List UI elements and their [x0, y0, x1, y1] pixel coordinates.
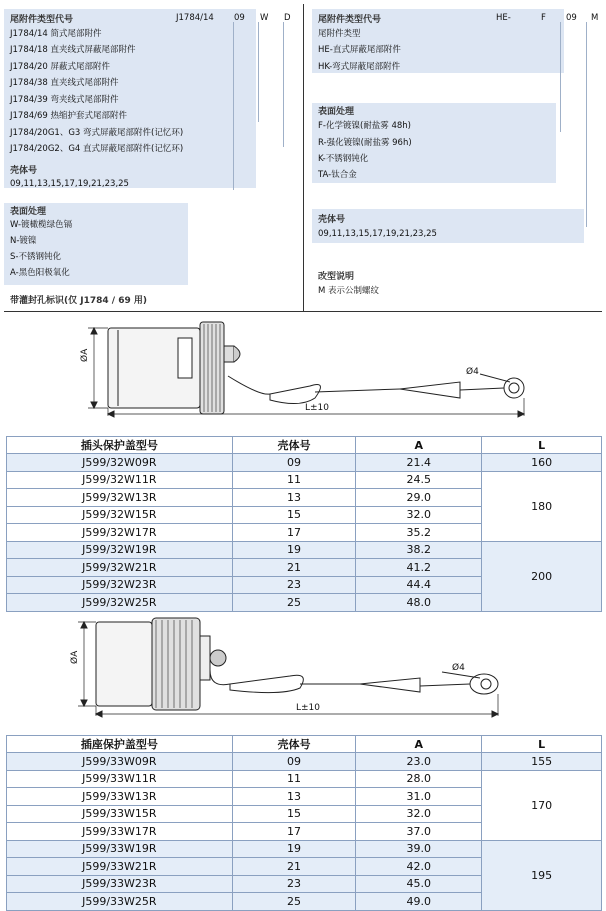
code-line-3 [283, 22, 284, 147]
table-row [7, 541, 602, 559]
left-type-3: J1784/38 直夹线式尾部附件 [10, 78, 119, 88]
top-section-rule [4, 311, 602, 312]
right-code-part-1: HE- [496, 13, 511, 23]
receptacle-row-0-a: 23.0 [356, 753, 482, 771]
plug-row-0-shell: 09 [232, 454, 356, 472]
receptacle-dim-a: ØA [70, 650, 80, 664]
right-mod-text: M 表示公制螺纹 [318, 286, 380, 296]
code-line-1 [233, 22, 234, 190]
plug-l-group-0: 160 [482, 454, 602, 472]
receptacle-row-2-model: J599/33W13R [7, 788, 233, 806]
right-shell-title: 壳体号 [318, 215, 346, 225]
right-code-part-4: M [591, 13, 599, 23]
right-title: 尾附件类型代号 [318, 15, 382, 25]
plug-table-header [7, 437, 602, 454]
receptacle-row-5-a: 39.0 [356, 840, 482, 858]
receptacle-row-1-model: J599/33W11R [7, 770, 233, 788]
left-seal-title: 带灌封孔标识(仅 J1784 / 69 用) [10, 296, 147, 306]
plug-row-8-shell: 25 [232, 594, 356, 612]
right-type-1: HE-直式屏蔽尾部附件 [318, 45, 401, 55]
right-surface-title: 表面处理 [318, 107, 355, 117]
left-type-0: J1784/14 简式尾部附件 [10, 29, 102, 39]
table-row [7, 753, 602, 771]
receptacle-l-group-2: 195 [482, 840, 602, 910]
right-type-0: 尾附件类型 [318, 29, 361, 39]
receptacle-col-a: A [356, 736, 482, 753]
left-type-7: J1784/20G2、G4 直式屏蔽尾部附件(记忆环) [10, 144, 184, 154]
plug-row-1-model: J599/32W11R [7, 471, 233, 489]
left-type-2: J1784/20 屏蔽式尾部附件 [10, 62, 111, 72]
left-code-part-1: J1784/14 [176, 13, 214, 23]
receptacle-row-8-a: 49.0 [356, 893, 482, 911]
plug-row-6-shell: 21 [232, 559, 356, 577]
plug-l-group-1: 180 [482, 471, 602, 541]
left-code-part-3: W [260, 13, 269, 23]
receptacle-row-8-model: J599/33W25R [7, 893, 233, 911]
receptacle-col-shell: 壳体号 [232, 736, 356, 753]
plug-col-a: A [356, 437, 482, 454]
receptacle-row-4-model: J599/33W17R [7, 823, 233, 841]
left-surface-2: S-不锈钢钝化 [10, 252, 61, 262]
receptacle-dim-l: L±10 [296, 703, 321, 713]
receptacle-dim-d: Ø4 [452, 663, 465, 673]
receptacle-row-8-shell: 25 [232, 893, 356, 911]
receptacle-row-5-shell: 19 [232, 840, 356, 858]
receptacle-row-3-shell: 15 [232, 805, 356, 823]
plug-row-4-a: 35.2 [356, 524, 482, 542]
plug-row-0-a: 21.4 [356, 454, 482, 472]
receptacle-row-1-a: 28.0 [356, 770, 482, 788]
receptacle-l-group-0: 155 [482, 753, 602, 771]
receptacle-row-4-a: 37.0 [356, 823, 482, 841]
plug-row-2-shell: 13 [232, 489, 356, 507]
plug-col-model: 插头保护盖型号 [7, 437, 233, 454]
receptacle-row-3-model: J599/33W15R [7, 805, 233, 823]
plug-row-1-a: 24.5 [356, 471, 482, 489]
plug-row-7-a: 44.4 [356, 576, 482, 594]
right-type-2: HK-弯式屏蔽尾部附件 [318, 62, 401, 72]
plug-row-6-a: 41.2 [356, 559, 482, 577]
plug-row-3-shell: 15 [232, 506, 356, 524]
left-surface-0: W-镀橄榄绿色镉 [10, 220, 73, 230]
left-shell-title: 壳体号 [10, 166, 38, 176]
table-row [7, 840, 602, 858]
table-row [7, 454, 602, 472]
right-surface-3: TA-钛合金 [318, 170, 357, 180]
left-surface-title: 表面处理 [10, 207, 47, 217]
receptacle-row-7-shell: 23 [232, 875, 356, 893]
receptacle-row-5-model: J599/33W19R [7, 840, 233, 858]
table-row [7, 770, 602, 788]
plug-row-2-a: 29.0 [356, 489, 482, 507]
table-row [7, 471, 602, 489]
plug-col-l: L [482, 437, 602, 454]
plug-row-5-model: J599/32W19R [7, 541, 233, 559]
right-code-part-3: 09 [566, 13, 577, 23]
left-type-1: J1784/18 直夹线式屏蔽尾部附件 [10, 45, 136, 55]
receptacle-table-header [7, 736, 602, 753]
right-surface-0: F-化学镀镍(耐盐雾 48h) [318, 121, 411, 131]
receptacle-row-7-a: 45.0 [356, 875, 482, 893]
plug-row-1-shell: 11 [232, 471, 356, 489]
plug-row-5-shell: 19 [232, 541, 356, 559]
receptacle-row-0-shell: 09 [232, 753, 356, 771]
right-code-line-1 [560, 22, 561, 132]
plug-cap-table [6, 436, 602, 612]
plug-row-6-model: J599/32W21R [7, 559, 233, 577]
plug-row-7-model: J599/32W23R [7, 576, 233, 594]
code-line-2 [258, 22, 259, 122]
plug-row-8-model: J599/32W25R [7, 594, 233, 612]
right-shell-values: 09,11,13,15,17,19,21,23,25 [318, 229, 437, 239]
right-code-line-2 [586, 22, 587, 227]
receptacle-col-model: 插座保护盖型号 [7, 736, 233, 753]
panel-divider [303, 4, 304, 312]
plug-row-0-model: J599/32W09R [7, 454, 233, 472]
right-code-part-2: F [541, 13, 546, 23]
plug-row-7-shell: 23 [232, 576, 356, 594]
receptacle-row-6-shell: 21 [232, 858, 356, 876]
left-type-4: J1784/39 弯夹线式尾部附件 [10, 95, 119, 105]
left-code-part-2: 09 [234, 13, 245, 23]
plug-row-2-model: J599/32W13R [7, 489, 233, 507]
left-shell-values: 09,11,13,15,17,19,21,23,25 [10, 179, 129, 189]
plug-col-shell: 壳体号 [232, 437, 356, 454]
receptacle-row-7-model: J599/33W23R [7, 875, 233, 893]
receptacle-row-6-model: J599/33W21R [7, 858, 233, 876]
receptacle-col-l: L [482, 736, 602, 753]
left-type-6: J1784/20G1、G3 弯式屏蔽尾部附件(记忆环) [10, 128, 184, 138]
plug-dim-a: ØA [80, 348, 90, 362]
receptacle-row-0-model: J599/33W09R [7, 753, 233, 771]
receptacle-row-2-shell: 13 [232, 788, 356, 806]
receptacle-row-1-shell: 11 [232, 770, 356, 788]
right-mod-title: 改型说明 [318, 272, 355, 282]
plug-row-4-model: J599/32W17R [7, 524, 233, 542]
left-title: 尾附件类型代号 [10, 15, 74, 25]
plug-dim-l: L±10 [305, 403, 330, 413]
right-surface-2: K-不锈钢钝化 [318, 154, 369, 164]
receptacle-row-6-a: 42.0 [356, 858, 482, 876]
plug-row-5-a: 38.2 [356, 541, 482, 559]
receptacle-l-group-1: 170 [482, 770, 602, 840]
plug-row-3-model: J599/32W15R [7, 506, 233, 524]
plug-row-8-a: 48.0 [356, 594, 482, 612]
left-surface-3: A-黑色阳极氧化 [10, 268, 70, 278]
left-type-5: J1784/69 热缩护套式尾部附件 [10, 111, 128, 121]
plug-dim-d: Ø4 [466, 367, 479, 377]
receptacle-row-4-shell: 17 [232, 823, 356, 841]
plug-row-3-a: 32.0 [356, 506, 482, 524]
plug-l-group-2: 200 [482, 541, 602, 611]
receptacle-row-2-a: 31.0 [356, 788, 482, 806]
receptacle-cap-table [6, 735, 602, 911]
right-surface-1: R-强化镀镍(耐盐雾 96h) [318, 138, 412, 148]
plug-row-4-shell: 17 [232, 524, 356, 542]
left-surface-1: N-镀镍 [10, 236, 37, 246]
left-code-part-4: D [284, 13, 291, 23]
receptacle-row-3-a: 32.0 [356, 805, 482, 823]
